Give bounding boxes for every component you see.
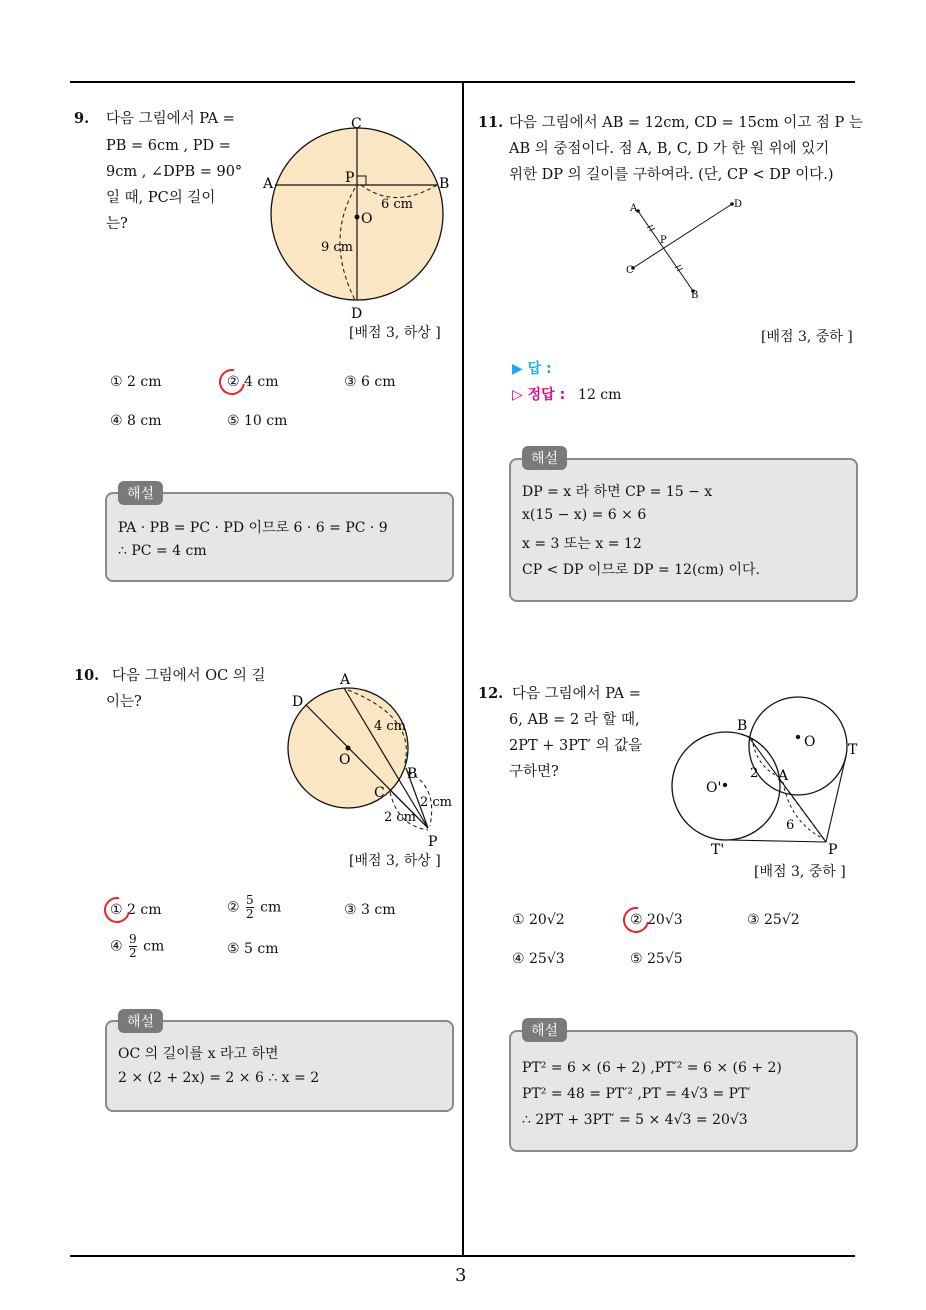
p9-stem-line: PB = 6cm , PD = (106, 138, 231, 154)
p12-explanation-line: PT² = 48 = PT′² ,PT = 4√3 = PT′ (522, 1086, 751, 1102)
p10-choice-2-denom: 2 (246, 907, 254, 921)
p9-figure (255, 110, 465, 325)
p10-fig-len-2b: 2 cm (384, 810, 417, 825)
p9-score: [배점 3, 하상 ] (349, 325, 441, 341)
p10-fig-P: P (428, 834, 438, 850)
p10-choice-3[interactable]: ③ 3 cm (344, 902, 396, 918)
p11-answer-label: ▶ 답 : (512, 361, 552, 377)
p10-choice-4[interactable] (110, 933, 164, 960)
p10-explanation-tag: 해설 (118, 1009, 163, 1033)
p10-fig-len-4: 4 cm (374, 719, 407, 734)
p9-fig-len-6: 6 cm (381, 197, 414, 212)
p10-choice-2-numer: 5 (246, 893, 254, 907)
p10-choice-2-unit: cm (260, 899, 282, 916)
p9-choice-4[interactable]: ④ 8 cm (110, 413, 162, 429)
p11-explanation-tag: 해설 (522, 446, 567, 470)
p11-correct-label: ▷ 정답 : (512, 387, 566, 403)
p9-explanation-box (105, 492, 454, 582)
p10-explanation-line: OC 의 길이를 x 라고 하면 (118, 1046, 279, 1062)
p11-fig-B: B (691, 290, 699, 300)
p11-number: 11. (478, 114, 504, 131)
p10-choice-2-frac (246, 894, 254, 921)
p12-fig-T-prime: T' (711, 842, 725, 858)
p11-explanation-line: x = 3 또는 x = 12 (522, 536, 642, 552)
p11-fig-D: D (734, 199, 743, 210)
p10-fig-C: C (374, 785, 385, 801)
p9-fig-len-9: 9 cm (321, 240, 354, 255)
p9-explanation-line: PA · PB = PC · PD 이므로 6 · 6 = PC · 9 (118, 520, 388, 536)
p9-correct-mark (214, 364, 250, 400)
p10-fig-O: O (339, 752, 351, 768)
p9-fig-D: D (351, 306, 363, 322)
p9-stem-line: 다음 그림에서 PA = (106, 111, 235, 127)
bottom-rule (70, 1255, 855, 1257)
p10-explanation-box (105, 1020, 454, 1112)
p12-number: 12. (478, 685, 504, 702)
p9-stem-line: 일 때, PC의 길이 (106, 190, 216, 206)
p12-fig-B: B (737, 718, 748, 734)
p12-choice-1[interactable]: ① 20√2 (512, 912, 565, 928)
p9-fig-C: C (351, 116, 362, 132)
p12-correct-mark (618, 902, 654, 938)
p9-choice-2[interactable]: ② 4 cm (227, 374, 279, 390)
p11-fig-A: A (630, 203, 638, 214)
p10-explanation-line: 2 × (2 + 2x) = 2 × 6 ∴ x = 2 (118, 1070, 320, 1086)
p11-figure (620, 195, 750, 300)
page-number: 3 (455, 1265, 467, 1286)
p9-choice-1[interactable]: ① 2 cm (110, 374, 162, 390)
p9-fig-B: B (439, 176, 450, 192)
p10-fig-D: D (292, 694, 304, 710)
p10-fig-len-2a: 2 cm (420, 795, 453, 810)
p10-choice-4-denom: 2 (129, 946, 137, 960)
p12-fig-T: T (848, 742, 858, 758)
p11-stem-line: AB 의 중점이다. 점 A, B, C, D 가 한 원 위에 있기 (509, 141, 830, 157)
p12-choice-4[interactable]: ④ 25√3 (512, 951, 565, 967)
p9-fig-A: A (263, 176, 274, 192)
p10-score: [배점 3, 하상 ] (349, 853, 441, 869)
p9-fig-O: O (361, 211, 373, 227)
p11-stem-line: 다음 그림에서 AB = 12cm, CD = 15cm 이고 점 P 는 (509, 115, 863, 131)
p9-number: 9. (74, 110, 90, 127)
p10-fig-A: A (340, 672, 351, 688)
p12-fig-P: P (828, 842, 838, 858)
p12-explanation-line: PT² = 6 × (6 + 2) ,PT′² = 6 × (6 + 2) (522, 1060, 782, 1076)
p10-fig-B: B (407, 766, 418, 782)
p10-choice-5[interactable]: ⑤ 5 cm (227, 941, 279, 957)
p10-choice-4-frac (129, 933, 137, 960)
p11-fig-P: P (660, 235, 667, 246)
p12-explanation-tag: 해설 (522, 1018, 567, 1042)
p10-choice-4-num: ④ (110, 938, 123, 955)
p12-stem-line: 6, AB = 2 라 할 때, (509, 712, 640, 728)
p12-fig-O: O (804, 734, 816, 750)
p12-choice-2[interactable]: ② 20√3 (630, 912, 683, 928)
p11-explanation-line: CP < DP 이므로 DP = 12(cm) 이다. (522, 562, 760, 578)
p10-stem-line: 이는? (106, 694, 142, 710)
p10-choice-2-num: ② (227, 899, 240, 916)
p10-stem-line: 다음 그림에서 OC 의 길 (112, 668, 266, 684)
p11-explanation-box (509, 458, 858, 602)
p9-explanation-tag: 해설 (118, 481, 163, 505)
p12-choice-5[interactable]: ⑤ 25√5 (630, 951, 683, 967)
p10-choice-2[interactable] (227, 894, 281, 921)
p12-choice-3[interactable]: ③ 25√2 (747, 912, 800, 928)
p12-fig-2: 2 (750, 766, 759, 781)
p12-explanation-line: ∴ 2PT + 3PT′ = 5 × 4√3 = 20√3 (522, 1112, 748, 1128)
p12-fig-6: 6 (786, 818, 795, 833)
p10-choice-4-unit: cm (143, 938, 165, 955)
p9-choice-5[interactable]: ⑤ 10 cm (227, 413, 288, 429)
p10-number: 10. (74, 667, 100, 684)
p12-fig-O-prime: O' (706, 780, 722, 796)
p9-explanation-line: ∴ PC = 4 cm (118, 543, 207, 559)
p11-correct-value: 12 cm (578, 387, 622, 403)
p12-stem-line: 다음 그림에서 PA = (512, 686, 641, 702)
p11-fig-C: C (626, 265, 634, 276)
p10-choice-4-numer: 9 (129, 932, 137, 946)
p11-correct-answer (512, 384, 621, 404)
p10-correct-mark (99, 892, 135, 928)
p12-score: [배점 3, 중하 ] (754, 864, 846, 880)
p11-explanation-line: DP = x 라 하면 CP = 15 − x (522, 484, 713, 500)
p9-choice-3[interactable]: ③ 6 cm (344, 374, 396, 390)
p10-figure (278, 668, 458, 853)
p12-fig-A: A (778, 768, 789, 784)
p9-fig-P: P (345, 170, 355, 186)
p12-stem-line: 2PT + 3PT′ 의 값을 (509, 738, 643, 754)
p9-stem-line: 9cm , ∠DPB = 90° (106, 164, 243, 180)
p11-stem-line: 위한 DP 의 길이를 구하여라. (단, CP < DP 이다.) (509, 167, 834, 183)
p9-stem-line: 는? (106, 216, 128, 232)
p10-choice-1[interactable]: ① 2 cm (110, 902, 162, 918)
p12-figure (660, 682, 865, 862)
p11-explanation-line: x(15 − x) = 6 × 6 (522, 507, 647, 523)
p11-score: [배점 3, 중하 ] (761, 329, 853, 345)
p12-stem-line: 구하면? (509, 764, 559, 780)
